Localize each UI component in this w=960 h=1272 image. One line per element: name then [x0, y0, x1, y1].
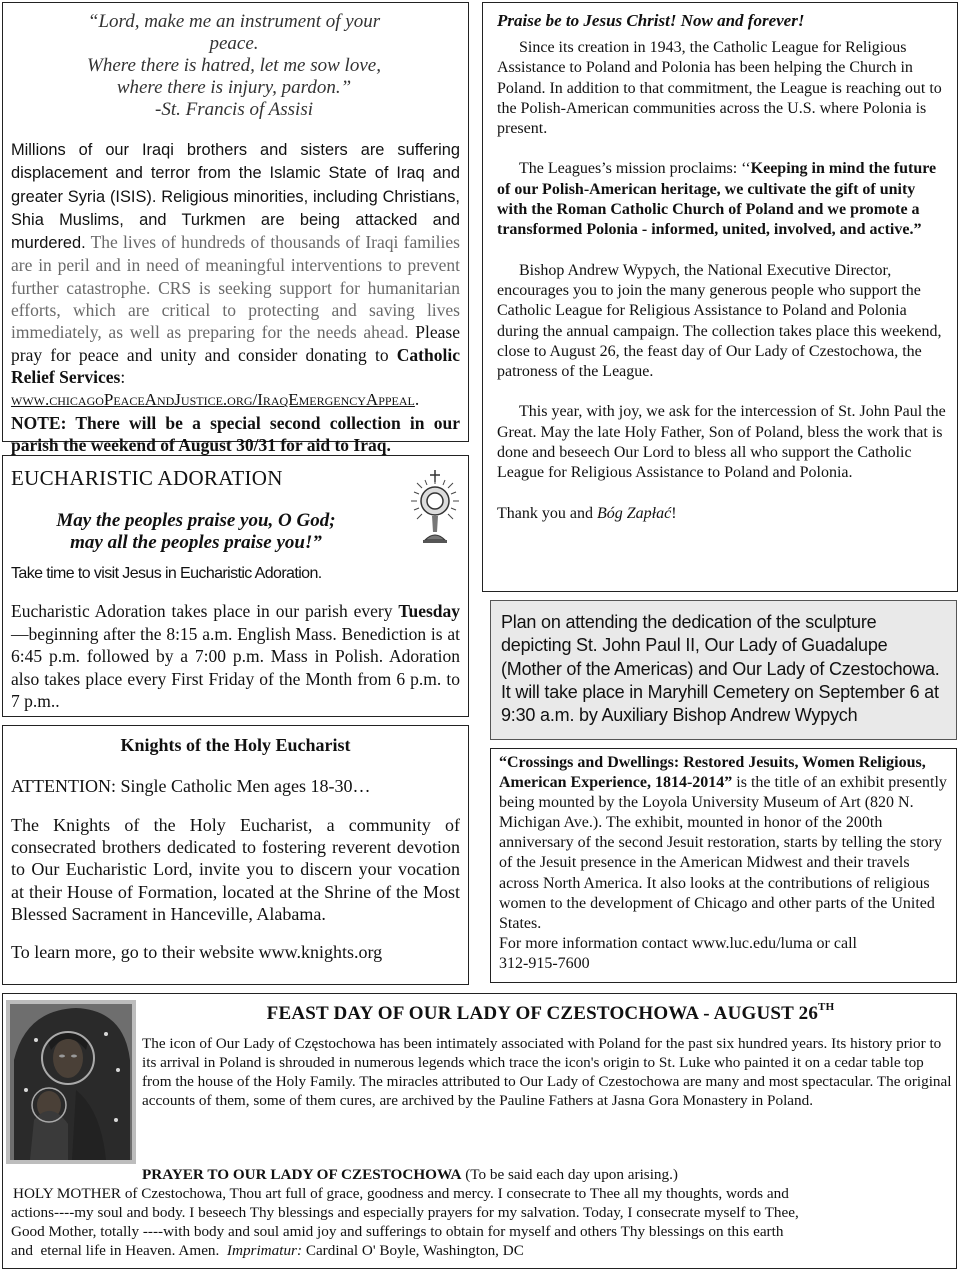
- prayer-line-4: [11, 1242, 951, 1261]
- crs-url-link[interactable]: www.chicagoPeaceAndJustice.org/IraqEmergencyAppeal: [11, 390, 415, 410]
- black-madonna-icon: [6, 1000, 136, 1164]
- crs-name: Catholic Relief Services: [11, 344, 460, 387]
- league-mission-paragraph: [497, 159, 949, 240]
- exhibit-description: is the title of an exhibit presently being mounted by the Loyola University Museum of Art (820 N. Michigan Ave.). The exhibit, mounted in honor of the 200th anniversary of the second Jesuit restoration, starts by telling the story of the Jesuit presence in the American Midwest and their travels across North America. It also looks at the contributions of religious women to the development of Chicago and other parts of the United States.: [499, 774, 947, 932]
- iraq-appeal-box: [2, 2, 469, 455]
- iraq-appeal-families: The lives of hundreds of thousands of Iraqi families are in peril and in need of meaningful interventions to prevent further catastrophe.: [11, 232, 460, 298]
- prayer-note: (To be said each day upon arising.): [461, 1166, 678, 1183]
- monstrance-icon: [405, 468, 465, 548]
- imprimatur-label: Imprimatur:: [226, 1241, 303, 1259]
- dedication-text: Plan on attending the dedication of the sculpture depicting St. John Paul II, Our Lady of Guadalupe (Mother of the Americas) and Our Lady of Czestochowa. It will take place in Maryhill Cemetery on September 6 at 9:30 a.m. by Auxiliary Bishop Andrew Wypych: [501, 612, 940, 726]
- dedication-box: [490, 600, 957, 740]
- knights-attention: ATTENTION: Single Catholic Men ages 18-30…: [11, 776, 371, 796]
- adoration-verse-line-2: may all the peoples praise you!”: [70, 532, 322, 553]
- prayer-title: PRAYER TO OUR LADY OF CZESTOCHOWA: [142, 1166, 462, 1183]
- prayer-line-3: Good Mother, totally ----with body and soul amid joy and sufferings to obtain for myself and others Thy blessings on this earth: [11, 1222, 784, 1240]
- prayer-block: [11, 1166, 951, 1261]
- adoration-visit-text: Take time to visit Jesus in Eucharistic Adoration.: [11, 565, 322, 582]
- iraq-appeal-text: [11, 138, 460, 456]
- feast-day-box: [2, 993, 957, 1269]
- francis-quote-line-1: “Lord, make me an instrument of your peace.: [87, 11, 381, 54]
- feast-title-text: FEAST DAY OF OUR LADY OF CZESTOCHOWA - AUGUST 26: [266, 1003, 819, 1024]
- iraq-appeal-crs: CRS is seeking support for humanitarian efforts, which are critical to protecting and saving lives immediately, as well as preparing for the needs ahead.: [11, 277, 460, 343]
- league-thanks: [497, 504, 949, 524]
- praise-heading: Praise be to Jesus Christ! Now and forever!: [497, 11, 805, 30]
- francis-attribution: -St. Francis of Assisi: [155, 99, 313, 120]
- adoration-schedule: [11, 600, 460, 713]
- feast-description: The icon of Our Lady of Częstochowa has been intimately associated with Poland for the past six hundred years. Its history prior to its arrival in Poland is shrouded in numerous legends which trace the icon's origin to St. Luke who painted it on a cedar table top from the house of the Holy Family. The miracles attributed to Our Lady of Czestochowa are many and most spectacular. The original accounts of them, some of them cures, are archived by the Pauline Fathers at Jasna Gora Monastery in Poland.: [142, 1035, 952, 1109]
- knights-description: The Knights of the Holy Eucharist, a community of consecrated brothers dedicated to fostering reverent devotion to Our Eucharistic Lord, invite you to discern your vocation at their House of Formation, located at the Shrine of the Most Blessed Sacrament in Hanceville, Alabama.: [11, 815, 460, 924]
- prayer-amen: and eternal life in Heaven. Amen.: [11, 1241, 227, 1259]
- exhibit-text: [499, 753, 948, 974]
- adoration-verse-line-1: May the peoples praise you, O God;: [56, 510, 336, 531]
- adoration-title: EUCHARISTIC ADORATION: [11, 466, 283, 490]
- knights-box: [2, 725, 469, 985]
- eucharistic-adoration-box: [2, 455, 469, 717]
- iraq-appeal-intro: Millions of our Iraqi brothers and sisters are suffering displacement and terror from the Islamic State of Iraq and greater Syria (ISIS). Religious minorities, including Christians, Shia Muslims, and Turkmen are being attacked and murdered.: [11, 141, 460, 253]
- league-intercession: This year, with joy, we ask for the intercession of St. John Paul the Great. May the late Holy Father, Son of Poland, bless the work that is done and beseech Our Lord to bless all who support the Catholic League for Religious Assistance to Poland and Polonia.: [497, 403, 946, 482]
- thanks-prefix: Thank you and: [497, 504, 597, 522]
- thanks-polish: Bóg Zapłać: [596, 504, 672, 522]
- prayer-line-1: HOLY MOTHER of Czestochowa, Thou art full of grace, goodness and mercy. I consecrate to Thee all my thoughts, words and: [13, 1184, 789, 1202]
- league-mission-intro: The Leagues’s mission proclaims: ‘‘: [519, 160, 751, 178]
- exhibit-contact: For more information contact www.luc.edu/luma or call: [499, 934, 857, 952]
- adoration-schedule-part-2: —beginning after the 8:15 a.m. English Mass. Benediction is at 6:45 p.m. followed by a 7:00 p.m. Mass in Polish. Adoration also takes place every First Friday of the Month from 6 p.m. to 7 p.m..: [11, 623, 460, 711]
- catholic-league-box: [482, 2, 958, 592]
- knights-title: Knights of the Holy Eucharist: [120, 735, 351, 755]
- crs-colon: :: [120, 366, 126, 387]
- exhibit-phone: 312-915-7600: [499, 954, 590, 972]
- francis-quote-line-2: Where there is hatred, let me sow love,: [87, 55, 381, 76]
- adoration-verse: [11, 510, 381, 554]
- second-collection-note: NOTE: There will be a special second collection in our parish the weekend of August 30/31 for aid to Iraq.: [11, 412, 460, 455]
- francis-quote-line-3: where there is injury, pardon.”: [116, 77, 352, 98]
- url-period: .: [414, 389, 420, 410]
- feast-title: [153, 1001, 948, 1025]
- prayer-heading: [142, 1166, 951, 1185]
- iraq-appeal-pray: Please pray for peace and unity and consider donating to: [11, 322, 460, 365]
- feast-title-superscript: TH: [818, 1001, 835, 1013]
- exhibit-title: “Crossings and Dwellings: Restored Jesuits, Women Religious, American Experience, 1814-2014”: [499, 754, 926, 792]
- exhibit-box: [490, 748, 957, 983]
- imprimatur-value: Cardinal O' Boyle, Washington, DC: [302, 1241, 524, 1259]
- prayer-line-2: actions----my soul and body. I beseech Thy blessings and especially prayers for my salvation. Today, I consecrate myself to Thee,: [11, 1203, 799, 1221]
- league-bishop-appeal: Bishop Andrew Wypych, the National Executive Director, encourages you to join the many generous people who support the Catholic League for Religious Assistance to Poland and Polonia during the annual campaign. The collection takes place this weekend, close to August 26, the feast day of Our Lady of Czestochowa, the patroness of the League.: [497, 261, 942, 381]
- adoration-tuesday: Tuesday: [398, 601, 460, 621]
- league-mission-statement: Keeping in mind the future of our Polish-American heritage, we cultivate the gift of unity with the Roman Catholic Church of Poland and we promote a transformed Polonia - informed, united, involved, and active.”: [497, 160, 937, 239]
- knights-website: To learn more, go to their website www.knights.org: [11, 942, 383, 963]
- league-history: Since its creation in 1943, the Catholic League for Religious Assistance to Poland and Polonia has been helping the Church in Poland. In addition to that commitment, the League is reaching out to the Polish-American communities across the U.S. where Polonia is present.: [497, 39, 942, 138]
- adoration-schedule-part-1: Eucharistic Adoration takes place in our parish every: [11, 601, 399, 621]
- thanks-suffix: !: [671, 504, 677, 522]
